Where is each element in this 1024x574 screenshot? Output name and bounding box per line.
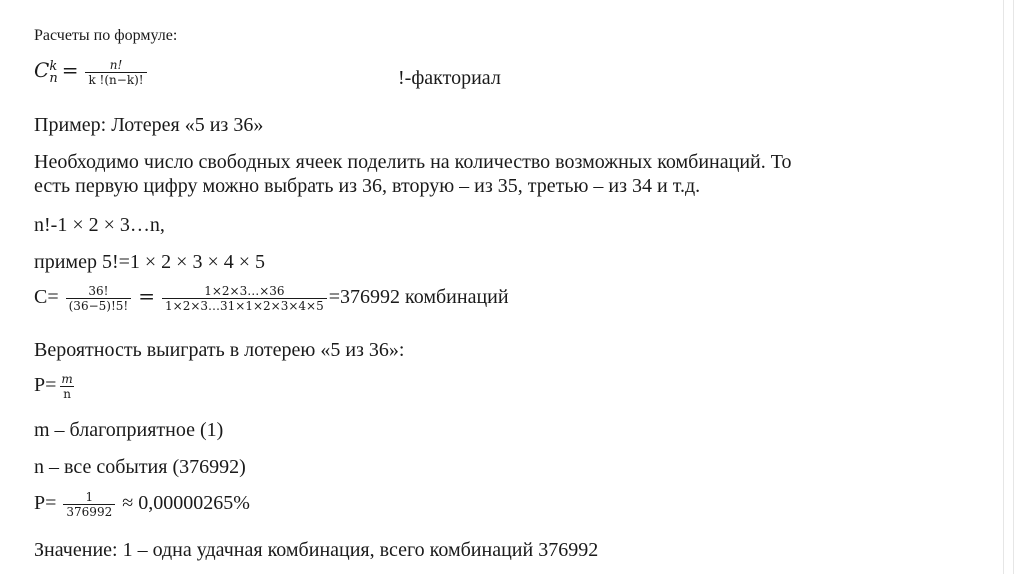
m-definition: m – благоприятное (1)	[34, 419, 224, 441]
combination-fraction-1-numerator: 36!	[88, 284, 109, 298]
combination-fraction-2	[162, 284, 327, 313]
probability-value-result: ≈ 0,00000265%	[122, 492, 250, 515]
formula-sub: n	[49, 70, 58, 86]
combination-fraction-1-denominator: (36−5)!5!	[66, 298, 132, 313]
probability-prefix: P=	[34, 374, 57, 397]
factorial-definition: n!-1 × 2 × 3…n,	[34, 214, 165, 236]
formula-numerator: n!	[109, 58, 123, 72]
factorial-example: пример 5!=1 × 2 × 3 × 4 × 5	[34, 251, 265, 273]
formula-equals: =	[61, 58, 79, 83]
probability-fraction	[58, 372, 75, 401]
probability-value-prefix: P=	[34, 492, 57, 515]
probability-value-fraction	[63, 490, 115, 519]
probability-denominator: n	[60, 386, 74, 401]
probability-title: Вероятность выиграть в лотерею «5 из 36»:	[34, 339, 405, 361]
formula-sup: k	[49, 58, 58, 74]
explanation-line-1: Необходимо число свободных ячеек поделить на количество возможных комбинаций. То	[34, 151, 792, 173]
conclusion: Значение: 1 – одна удачная комбинация, всего комбинаций 376992	[34, 539, 599, 561]
formula-fraction	[85, 58, 146, 87]
probability-value-numerator: 1	[85, 490, 94, 504]
heading: Расчеты по формуле:	[34, 27, 178, 44]
combination-result: =376992 комбинаций	[328, 286, 509, 309]
combination-prefix: C=	[34, 286, 59, 309]
combination-fraction-1	[66, 284, 132, 313]
explanation-line-2: есть первую цифру можно выбрать из 36, вторую – из 35, третью – из 34 и т.д.	[34, 175, 701, 197]
formula-denominator: k !(n−k)!	[85, 72, 146, 87]
probability-numerator: m	[61, 372, 73, 386]
probability-value-denominator: 376992	[63, 504, 115, 519]
decorative-line	[1013, 0, 1014, 574]
combination-formula	[34, 58, 149, 87]
probability-value	[34, 490, 250, 519]
example-title: Пример: Лотерея «5 из 36»	[34, 114, 264, 136]
combination-fraction-2-denominator: 1×2×3…31×1×2×3×4×5	[162, 298, 327, 313]
probability-formula	[34, 372, 78, 401]
decorative-line	[1003, 0, 1004, 574]
n-definition: n – все события (376992)	[34, 456, 246, 478]
combination-equals: =	[138, 284, 155, 309]
factorial-note: !-факториал	[398, 67, 501, 89]
formula-base: C	[34, 58, 50, 83]
combination-fraction-2-numerator: 1×2×3…×36	[204, 284, 285, 298]
combination-calculation	[34, 284, 509, 313]
formula-indices	[49, 58, 58, 86]
